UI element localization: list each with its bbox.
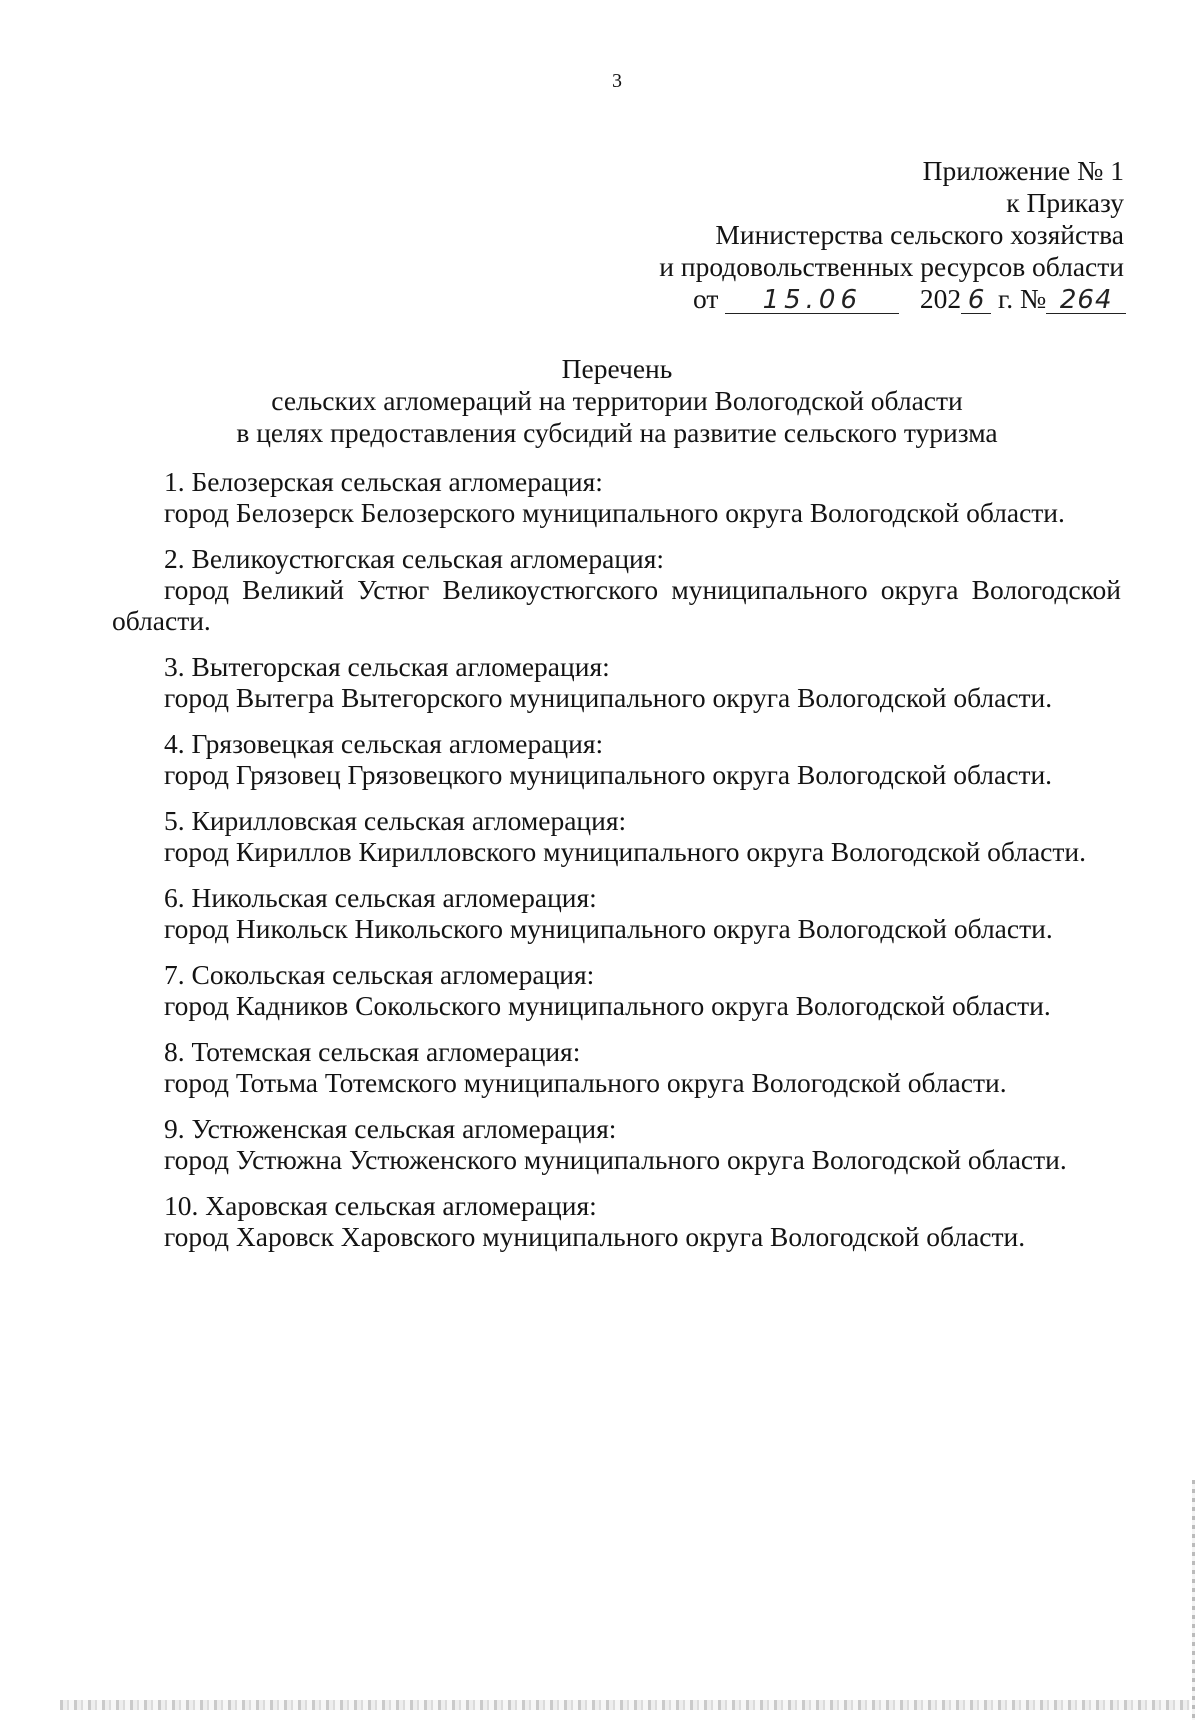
agglomeration-heading: 9. Устюженская сельская агломерация: [164,1113,617,1144]
from-label: от [693,283,719,314]
list-item [112,651,1121,713]
agglomeration-heading: 8. Тотемская сельская агломерация: [164,1036,581,1067]
list-item [112,466,1121,528]
agglomeration-heading: 5. Кирилловская сельская агломерация: [164,805,627,836]
agglomeration-heading: 6. Никольская сельская агломерация: [164,882,597,913]
scan-artifact-right [1192,1480,1195,1720]
handwritten-order-number: 264 [1046,287,1126,314]
agglomeration-town: город Великий Устюг Великоустюгского муниципального округа Вологодской области. [112,574,1121,636]
agglomeration-town: город Тотьма Тотемского муниципального округа Вологодской области. [164,1067,1007,1098]
agglomeration-list [112,466,1121,1267]
agglomeration-heading: 4. Грязовецкая сельская агломерация: [164,728,604,759]
list-item [112,728,1121,790]
agglomeration-heading: 3. Вытегорская сельская агломерация: [164,651,610,682]
list-item [112,1113,1121,1175]
appendix-date-line [693,283,1126,315]
page-number: 3 [612,70,622,92]
list-item [112,1190,1121,1252]
agglomeration-town: город Устюжна Устюженского муниципального округа Вологодской области. [164,1144,1067,1175]
year-suffix: г. № [991,283,1047,314]
appendix-header [659,155,1124,283]
appendix-line: и продовольственных ресурсов области [659,251,1124,282]
agglomeration-heading: 7. Сокольская сельская агломерация: [164,959,595,990]
document-title [0,353,1200,449]
agglomeration-heading: 1. Белозерская сельская агломерация: [164,466,603,497]
agglomeration-town: город Вытегра Вытегорского муниципального округа Вологодской области. [164,682,1053,713]
handwritten-date: 15.06 [725,287,899,314]
list-item [112,1036,1121,1098]
agglomeration-heading: 2. Великоустюгская сельская агломерация: [164,543,665,574]
title-line: сельских агломераций на территории Вологодской области [271,385,963,416]
appendix-line: к Приказу [1006,187,1124,218]
agglomeration-town: город Грязовец Грязовецкого муниципального округа Вологодской области. [164,759,1053,790]
year-prefix: 202 [919,283,962,314]
title-line: в целях предоставления субсидий на развитие сельского туризма [236,417,998,448]
agglomeration-town: город Кадников Сокольского муниципального округа Вологодской области. [164,990,1051,1021]
list-item [112,805,1121,867]
title-line: Перечень [561,353,673,384]
appendix-line: Министерства сельского хозяйства [715,219,1124,250]
handwritten-year-digit: 6 [961,287,991,314]
agglomeration-town: город Никольск Никольского муниципального округа Вологодской области. [164,913,1053,944]
list-item [112,543,1121,636]
appendix-line: Приложение № 1 [922,155,1124,186]
list-item [112,959,1121,1021]
agglomeration-heading: 10. Харовская сельская агломерация: [164,1190,597,1221]
agglomeration-town: город Кириллов Кирилловского муниципального округа Вологодской области. [164,836,1086,867]
scan-artifact-bottom [60,1700,1190,1710]
list-item [112,882,1121,944]
agglomeration-town: город Белозерск Белозерского муниципального округа Вологодской области. [164,497,1065,528]
agglomeration-town: город Харовск Харовского муниципального округа Вологодской области. [164,1221,1026,1252]
